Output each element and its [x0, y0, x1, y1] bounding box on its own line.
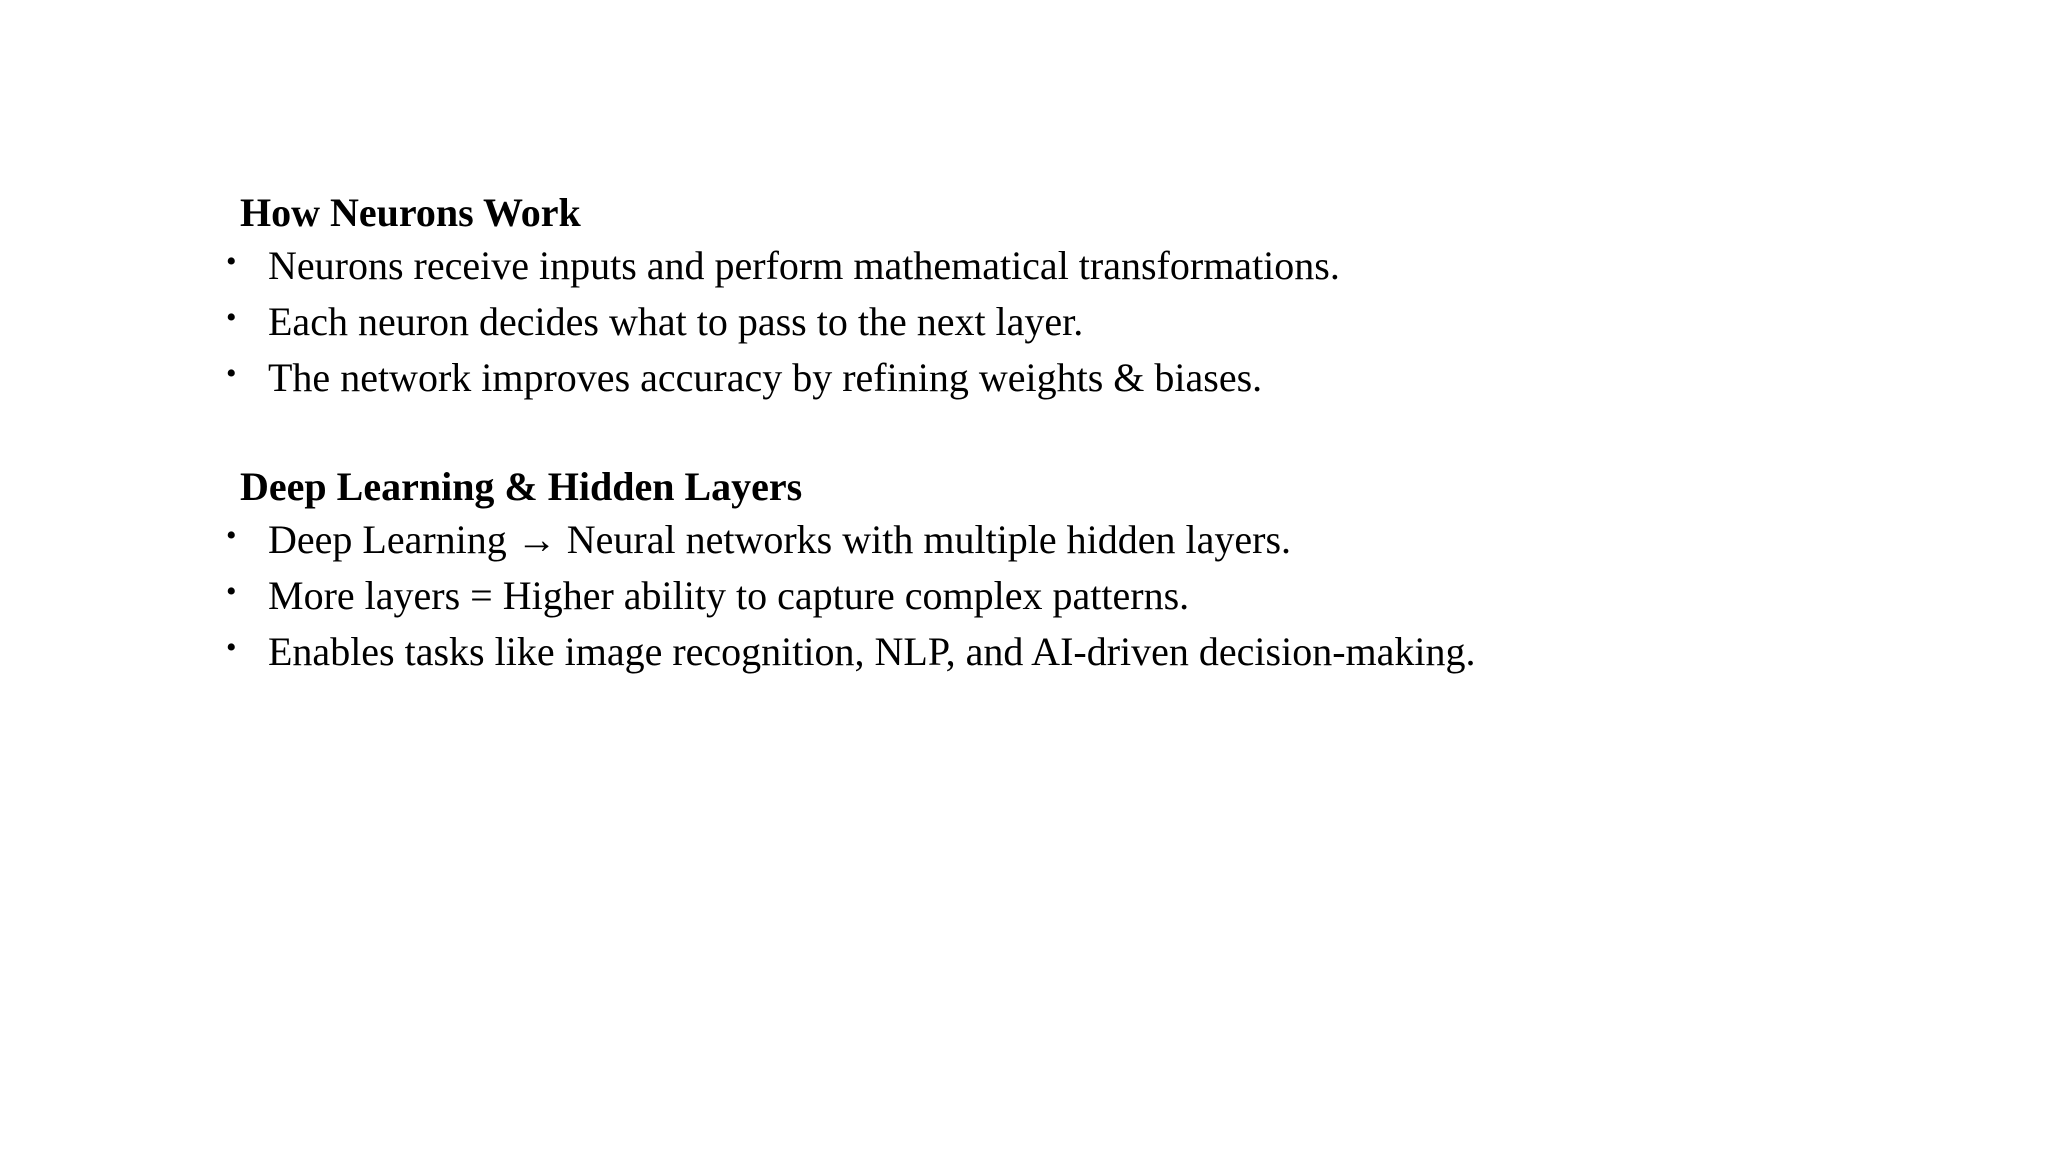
bullet-text: Enables tasks like image recognition, NLP, and AI-driven decision-making.: [268, 629, 1476, 674]
bullet-text: More layers = Higher ability to capture complex patterns.: [268, 573, 1190, 618]
bullet-text: The network improves accuracy by refining weights & biases.: [268, 355, 1263, 400]
bullet-text: Neurons receive inputs and perform mathematical transformations.: [268, 243, 1340, 288]
bullet-list: [226, 512, 1926, 680]
bullet-item: [226, 624, 1926, 680]
bullet-icon: •: [226, 575, 237, 608]
bullet-icon: •: [226, 357, 237, 390]
bullet-text: Each neuron decides what to pass to the next layer.: [268, 299, 1084, 344]
bullet-item: [226, 568, 1926, 624]
bullet-icon: •: [226, 631, 237, 664]
bullet-icon: •: [226, 301, 237, 334]
section-deep-learning: [226, 462, 1926, 680]
section-heading: Deep Learning & Hidden Layers: [240, 464, 803, 509]
bullet-item: [226, 512, 1926, 568]
bullet-item: [226, 294, 1926, 350]
bullet-item: [226, 350, 1926, 406]
bullet-list: [226, 238, 1926, 406]
section-heading: How Neurons Work: [240, 190, 581, 235]
bullet-item: [226, 238, 1926, 294]
bullet-icon: •: [226, 519, 237, 552]
bullet-text: Deep Learning → Neural networks with multiple hidden layers.: [268, 517, 1292, 562]
slide-content: [226, 188, 1926, 680]
section-how-neurons-work: [226, 188, 1926, 406]
bullet-icon: •: [226, 245, 237, 278]
